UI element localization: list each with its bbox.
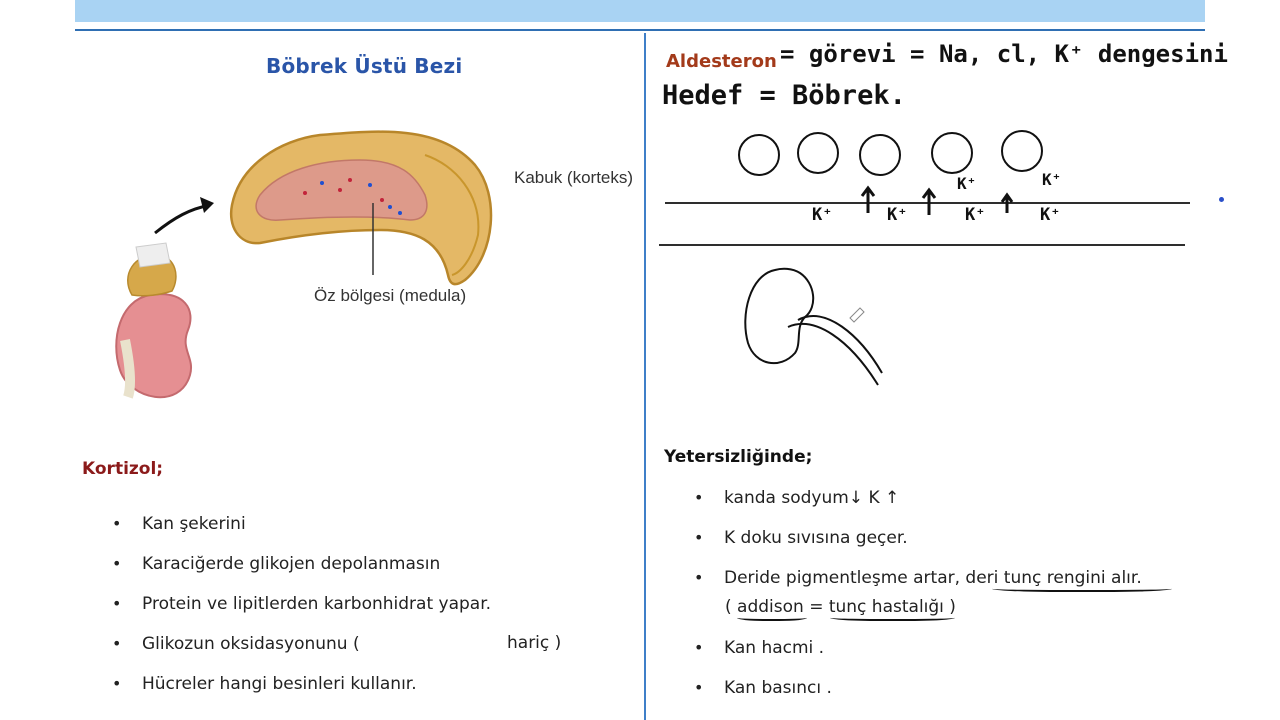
yetersizlik-heading: Yetersizliğinde; bbox=[664, 447, 813, 467]
haric-text: hariç ) bbox=[507, 633, 562, 653]
cortex-label: Kabuk (korteks) bbox=[514, 168, 634, 187]
list-item: • Kan hacmi . bbox=[694, 637, 1142, 677]
membrane-diagram bbox=[655, 125, 1195, 260]
column-divider bbox=[644, 33, 646, 720]
aldosteron-heading: Aldesteron bbox=[666, 51, 777, 72]
kortizol-list bbox=[112, 513, 491, 713]
list-item: • Deride pigmentleşme artar, deri tunç rengini alır. bbox=[694, 567, 1142, 637]
handwritten-underline bbox=[992, 584, 1172, 592]
list-item: • K doku sıvısına geçer. bbox=[694, 527, 1142, 567]
medulla-label: Öz bölgesi (medula) bbox=[314, 286, 467, 305]
ion-label: K⁺ bbox=[887, 205, 908, 225]
pen-dot bbox=[1219, 197, 1224, 202]
ion-label: K⁺ bbox=[1042, 170, 1062, 189]
top-banner bbox=[75, 0, 1205, 22]
list-item: • kanda sodyum↓ K ↑ bbox=[694, 487, 1142, 527]
header-rule bbox=[75, 29, 1205, 31]
list-item: • Kan basıncı . bbox=[694, 677, 1142, 717]
list-item: • Protein ve lipitlerden karbonhidrat yapar. bbox=[112, 593, 491, 633]
ion-label: K⁺ bbox=[812, 205, 833, 225]
ion-label: K⁺ bbox=[965, 205, 986, 225]
list-item: • Hücreler hangi besinleri kullanır. bbox=[112, 673, 491, 713]
list-item: • Glikozun oksidasyonunu ( bbox=[112, 633, 491, 673]
handwritten-line-2: Hedef = Böbrek. bbox=[662, 80, 906, 111]
ion-label: K⁺ bbox=[1040, 205, 1061, 225]
adrenal-gland-illustration bbox=[110, 125, 630, 405]
handwritten-line-1: = görevi = Na, cl, K⁺ dengesini bbox=[780, 40, 1228, 68]
addison-note: ( addison = tunç hastalığı ) bbox=[725, 597, 956, 617]
list-item: • Karaciğerde glikojen depolanmasın bbox=[112, 553, 491, 593]
handwritten-underline bbox=[737, 613, 807, 621]
kortizol-heading: Kortizol; bbox=[82, 459, 164, 479]
handwritten-underline bbox=[830, 613, 955, 621]
page-title: Böbrek Üstü Bezi bbox=[266, 54, 463, 78]
kidney-sketch bbox=[740, 265, 890, 395]
ion-label: K⁺ bbox=[957, 174, 977, 193]
list-item: • Kan şekerini bbox=[112, 513, 491, 553]
